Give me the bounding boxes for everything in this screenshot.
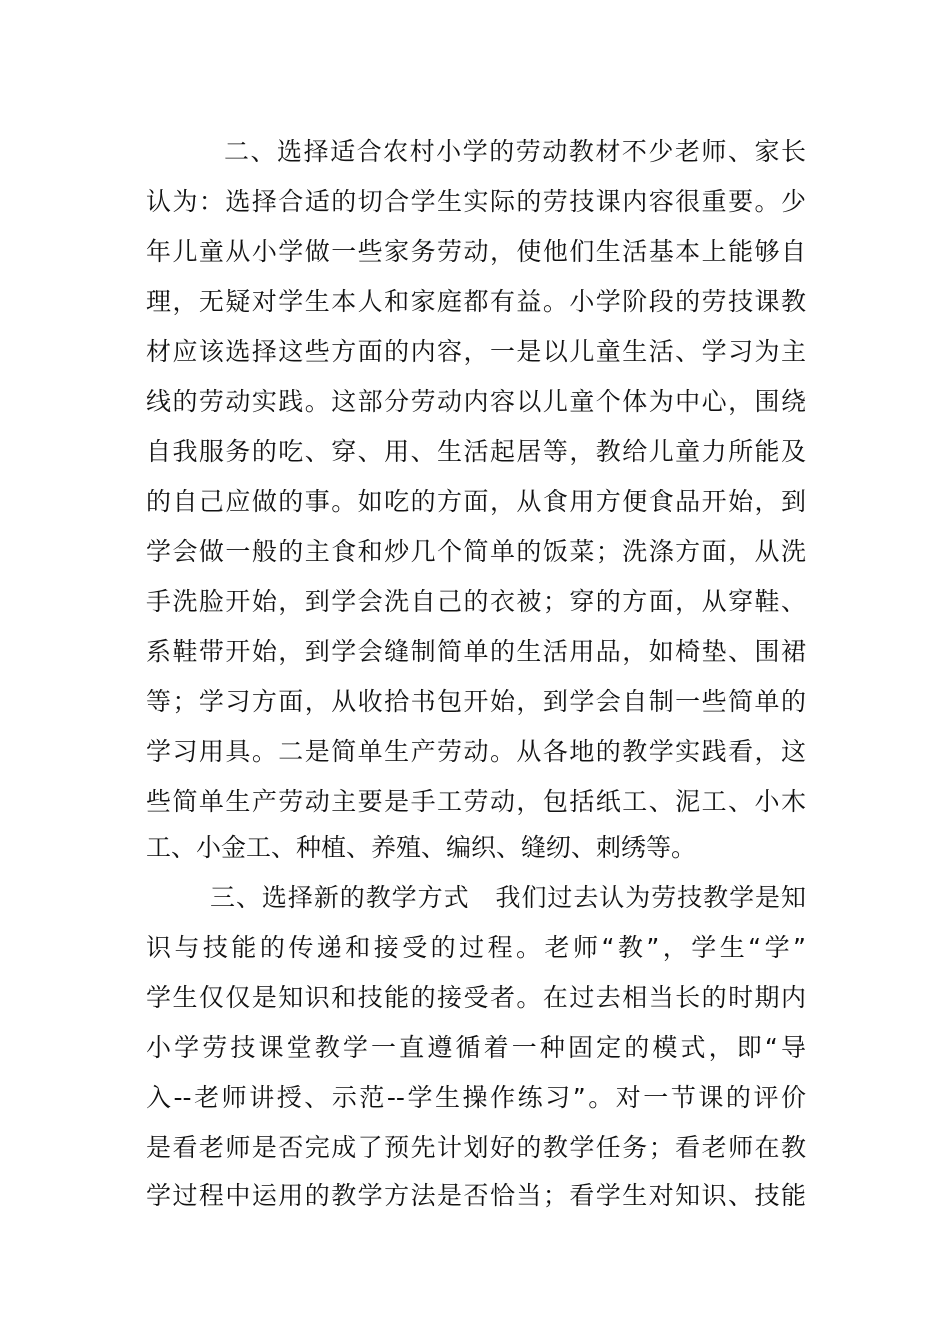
text-line: 年儿童从小学做一些家务劳动，使他们生活基本上能够自 xyxy=(146,237,806,266)
text-line: 小学劳技课堂教学一直遵循着一种固定的模式，即“导 xyxy=(146,1033,806,1062)
text-line: 些简单生产劳动主要是手工劳动，包括纸工、泥工、小木 xyxy=(146,787,806,816)
text-line: 学习用具。二是简单生产劳动。从各地的教学实践看，这 xyxy=(146,737,806,766)
text-line: 手洗脸开始，到学会洗自己的衣被；穿的方面，从穿鞋、 xyxy=(146,587,806,616)
text-line: 学会做一般的主食和炒几个简单的饭菜；洗涤方面，从洗 xyxy=(146,537,806,566)
text-line: 三、选择新的教学方式 我们过去认为劳技教学是知 xyxy=(210,883,806,912)
text-line: 自我服务的吃、穿、用、生活起居等，教给儿童力所能及 xyxy=(146,437,806,466)
text-line: 线的劳动实践。这部分劳动内容以儿童个体为中心，围绕 xyxy=(146,387,806,416)
text-line: 是看老师是否完成了预先计划好的教学任务；看老师在教 xyxy=(146,1133,806,1162)
text-line: 工、小金工、种植、养殖、编织、缝纫、刺绣等。 xyxy=(146,833,697,862)
text-line: 等；学习方面，从收拾书包开始，到学会自制一些简单的 xyxy=(146,687,806,716)
text-line: 系鞋带开始，到学会缝制简单的生活用品，如椅垫、围裙 xyxy=(146,637,806,666)
text-line: 学过程中运用的教学方法是否恰当；看学生对知识、技能 xyxy=(146,1181,806,1210)
text-line: 入--老师讲授、示范--学生操作练习”。对一节课的评价 xyxy=(146,1083,806,1112)
text-line: 学生仅仅是知识和技能的接受者。在过去相当长的时期内 xyxy=(146,983,806,1012)
text-line: 识与技能的传递和接受的过程。老师“教”，学生“学” xyxy=(146,933,806,962)
text-line: 认为：选择合适的切合学生实际的劳技课内容很重要。少 xyxy=(146,187,806,216)
text-line: 二、选择适合农村小学的劳动教材不少老师、家长 xyxy=(224,137,806,166)
text-line: 材应该选择这些方面的内容，一是以儿童生活、学习为主 xyxy=(146,337,806,366)
text-line: 的自己应做的事。如吃的方面，从食用方便食品开始，到 xyxy=(146,487,806,516)
text-line: 理，无疑对学生本人和家庭都有益。小学阶段的劳技课教 xyxy=(146,287,806,316)
